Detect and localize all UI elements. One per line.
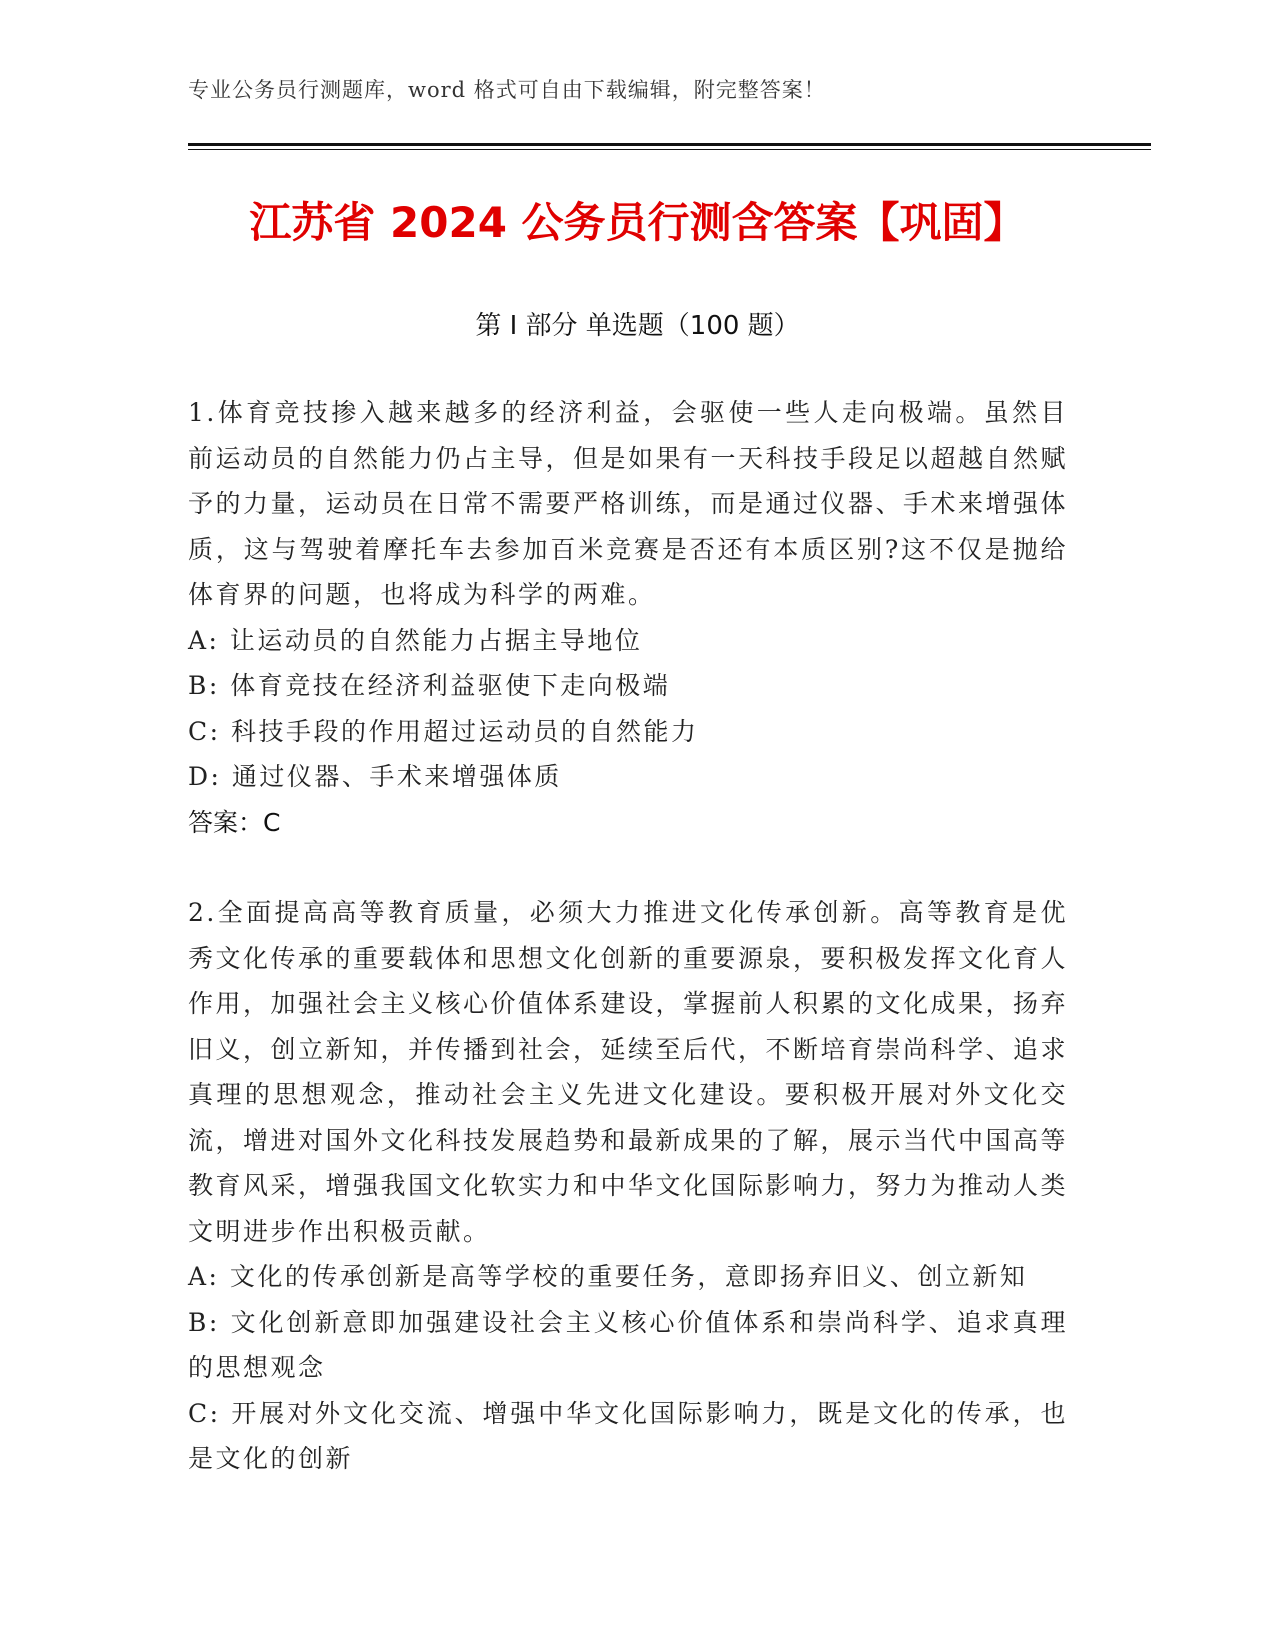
questions-list	[188, 390, 1068, 1482]
option-c: C: 科技手段的作用超过运动员的自然能力	[188, 716, 699, 746]
option-a: A: 文化的传承创新是高等学校的重要任务，意即扬弃旧义、创立新知	[188, 1262, 1028, 1291]
question-1	[188, 390, 1068, 845]
document-title: 江苏省 2024 公务员行测含答案【巩固】	[249, 198, 1026, 247]
option-b: B: 体育竞技在经济利益驱使下走向极端	[188, 671, 671, 700]
header-rule-thick	[188, 143, 1151, 146]
answer-label: 答案：C	[188, 807, 281, 837]
header-note: 专业公务员行测题库，word 格式可自由下载编辑，附完整答案！	[188, 78, 826, 102]
question-text: 1.体育竞技掺入越来越多的经济利益，会驱使一些人走向极端。虽然目前运动员的自然能力仍占主导，但是如果有一天科技手段足以超越自然赋予的力量，运动员在日常不需要严格训练，而是通过仪器、手术来增强体质，这与驾驶着摩托车去参加百米竞赛是否还有本质区别?这不仅是抛给体育界的问题，也将成为科学的两难。	[188, 398, 1069, 609]
option-c: C: 开展对外文化交流、增强中华文化国际影响力，既是文化的传承，也是文化的创新	[188, 1398, 1068, 1473]
option-a: A: 让运动员的自然能力占据主导地位	[188, 625, 643, 655]
option-d: D: 通过仪器、手术来增强体质	[188, 762, 562, 791]
section-title: 第 I 部分 单选题（100 题）	[475, 311, 800, 341]
header-rule-thin	[188, 149, 1151, 150]
question-spacer	[188, 845, 1068, 890]
question-text: 2.全面提高高等教育质量，必须大力推进文化传承创新。高等教育是优秀文化传承的重要载体和思想文化创新的重要源泉，要积极发挥文化育人作用，加强社会主义核心价值体系建设，掌握前人积累的文化成果，扬弃旧义，创立新知，并传播到社会，延续至后代，不断培育崇尚科学、追求真理的思想观念，推动社会主义先进文化建设。要积极开展对外文化交流，增进对国外文化科技发展趋势和最新成果的了解，展示当代中国高等教育风采，增强我国文化软实力和中华文化国际影响力，努力为推动人类文明进步作出积极贡献。	[188, 898, 1069, 1246]
option-b: B: 文化创新意即加强建设社会主义核心价值体系和崇尚科学、追求真理的思想观念	[188, 1307, 1068, 1382]
question-2	[188, 890, 1068, 1482]
